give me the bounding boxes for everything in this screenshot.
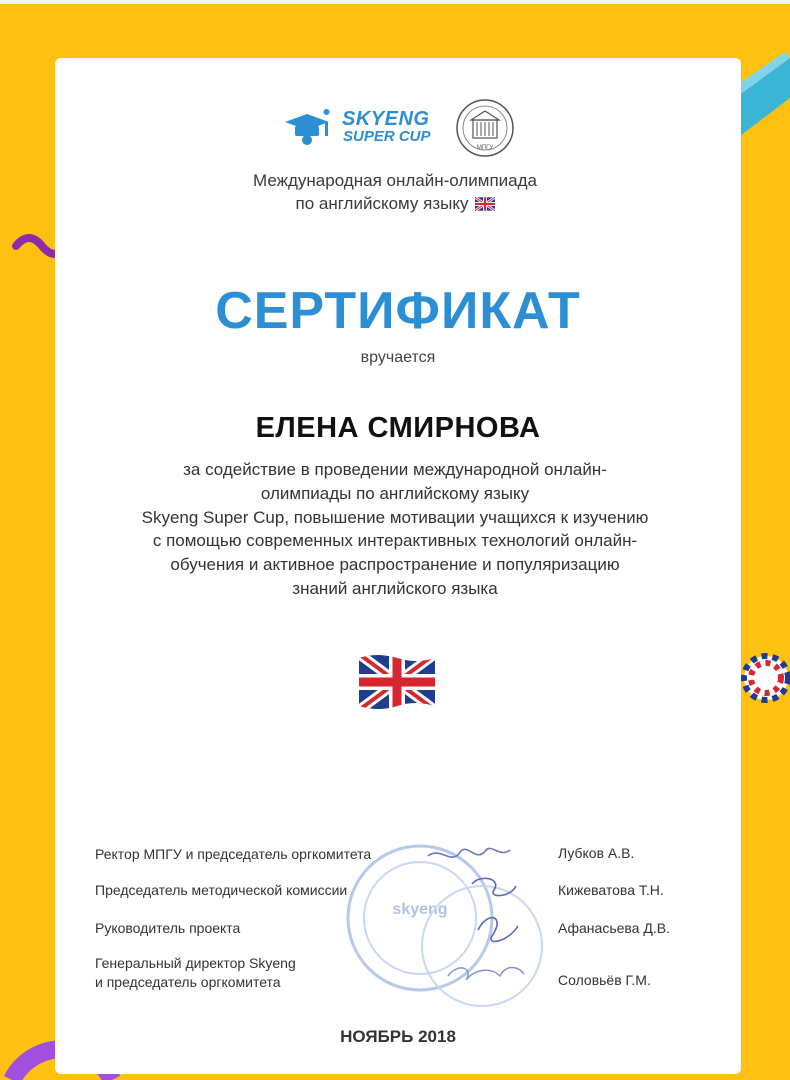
- award-reason: [95, 458, 695, 601]
- olympiad-title-line-1: Международная онлайн-олимпиада: [253, 171, 537, 190]
- signature-name: Кижеватова Т.Н.: [558, 882, 664, 898]
- signature-name: Соловьёв Г.М.: [558, 972, 651, 988]
- reason-line: обучения и активное распространение и популяризацию: [170, 555, 620, 575]
- signature-label: Ректор МПГУ и председатель оргкомитета: [95, 846, 372, 862]
- signature-name: Афанасьева Д.В.: [558, 920, 670, 936]
- stamp-text: skyeng: [392, 901, 448, 918]
- uk-flag-icon: [355, 650, 439, 712]
- olympiad-title-text: по английскому языку: [295, 194, 469, 213]
- skyeng-wordmark: SKYENG: [342, 108, 430, 130]
- reason-line: за содействие в проведении международной онлайн-: [183, 460, 607, 479]
- uk-badge-decoration: [740, 652, 790, 704]
- reason-line: олимпиады по английскому языку: [260, 483, 530, 503]
- seal-text: МПГУ: [476, 145, 494, 151]
- reason-line: знаний английского языка: [292, 578, 498, 598]
- issue-date: НОЯБРЬ 2018: [340, 1027, 456, 1046]
- signature-label: Председатель методической комиссии: [95, 882, 348, 898]
- signature-label: и председатель оргкомитета: [95, 974, 281, 990]
- top-strip: [0, 0, 790, 4]
- signature-name: Лубков А.В.: [558, 845, 635, 861]
- reason-line: с помощью современных интерактивных технологий онлайн-: [152, 531, 638, 551]
- signature-label: Руководитель проекта: [95, 920, 241, 936]
- mpgu-seal-logo: [455, 98, 515, 158]
- awarded-text: вручается: [360, 349, 436, 366]
- super-cup-wordmark: SUPER CUP: [343, 128, 431, 145]
- logo-row: [285, 96, 525, 162]
- reason-line: Skyeng Super Cup, повышение мотивации учащихся к изучению: [141, 507, 649, 527]
- uk-flag-icon: [475, 197, 495, 211]
- signature-label: Генеральный директор Skyeng: [95, 955, 296, 971]
- recipient-name: ЕЛЕНА СМИРНОВА: [255, 412, 541, 444]
- certificate-title: СЕРТИФИКАТ: [215, 282, 581, 340]
- stamp-and-signatures: [340, 838, 560, 1008]
- skyeng-logo-icon: [285, 108, 333, 148]
- olympiad-title-line-2: [0, 192, 790, 215]
